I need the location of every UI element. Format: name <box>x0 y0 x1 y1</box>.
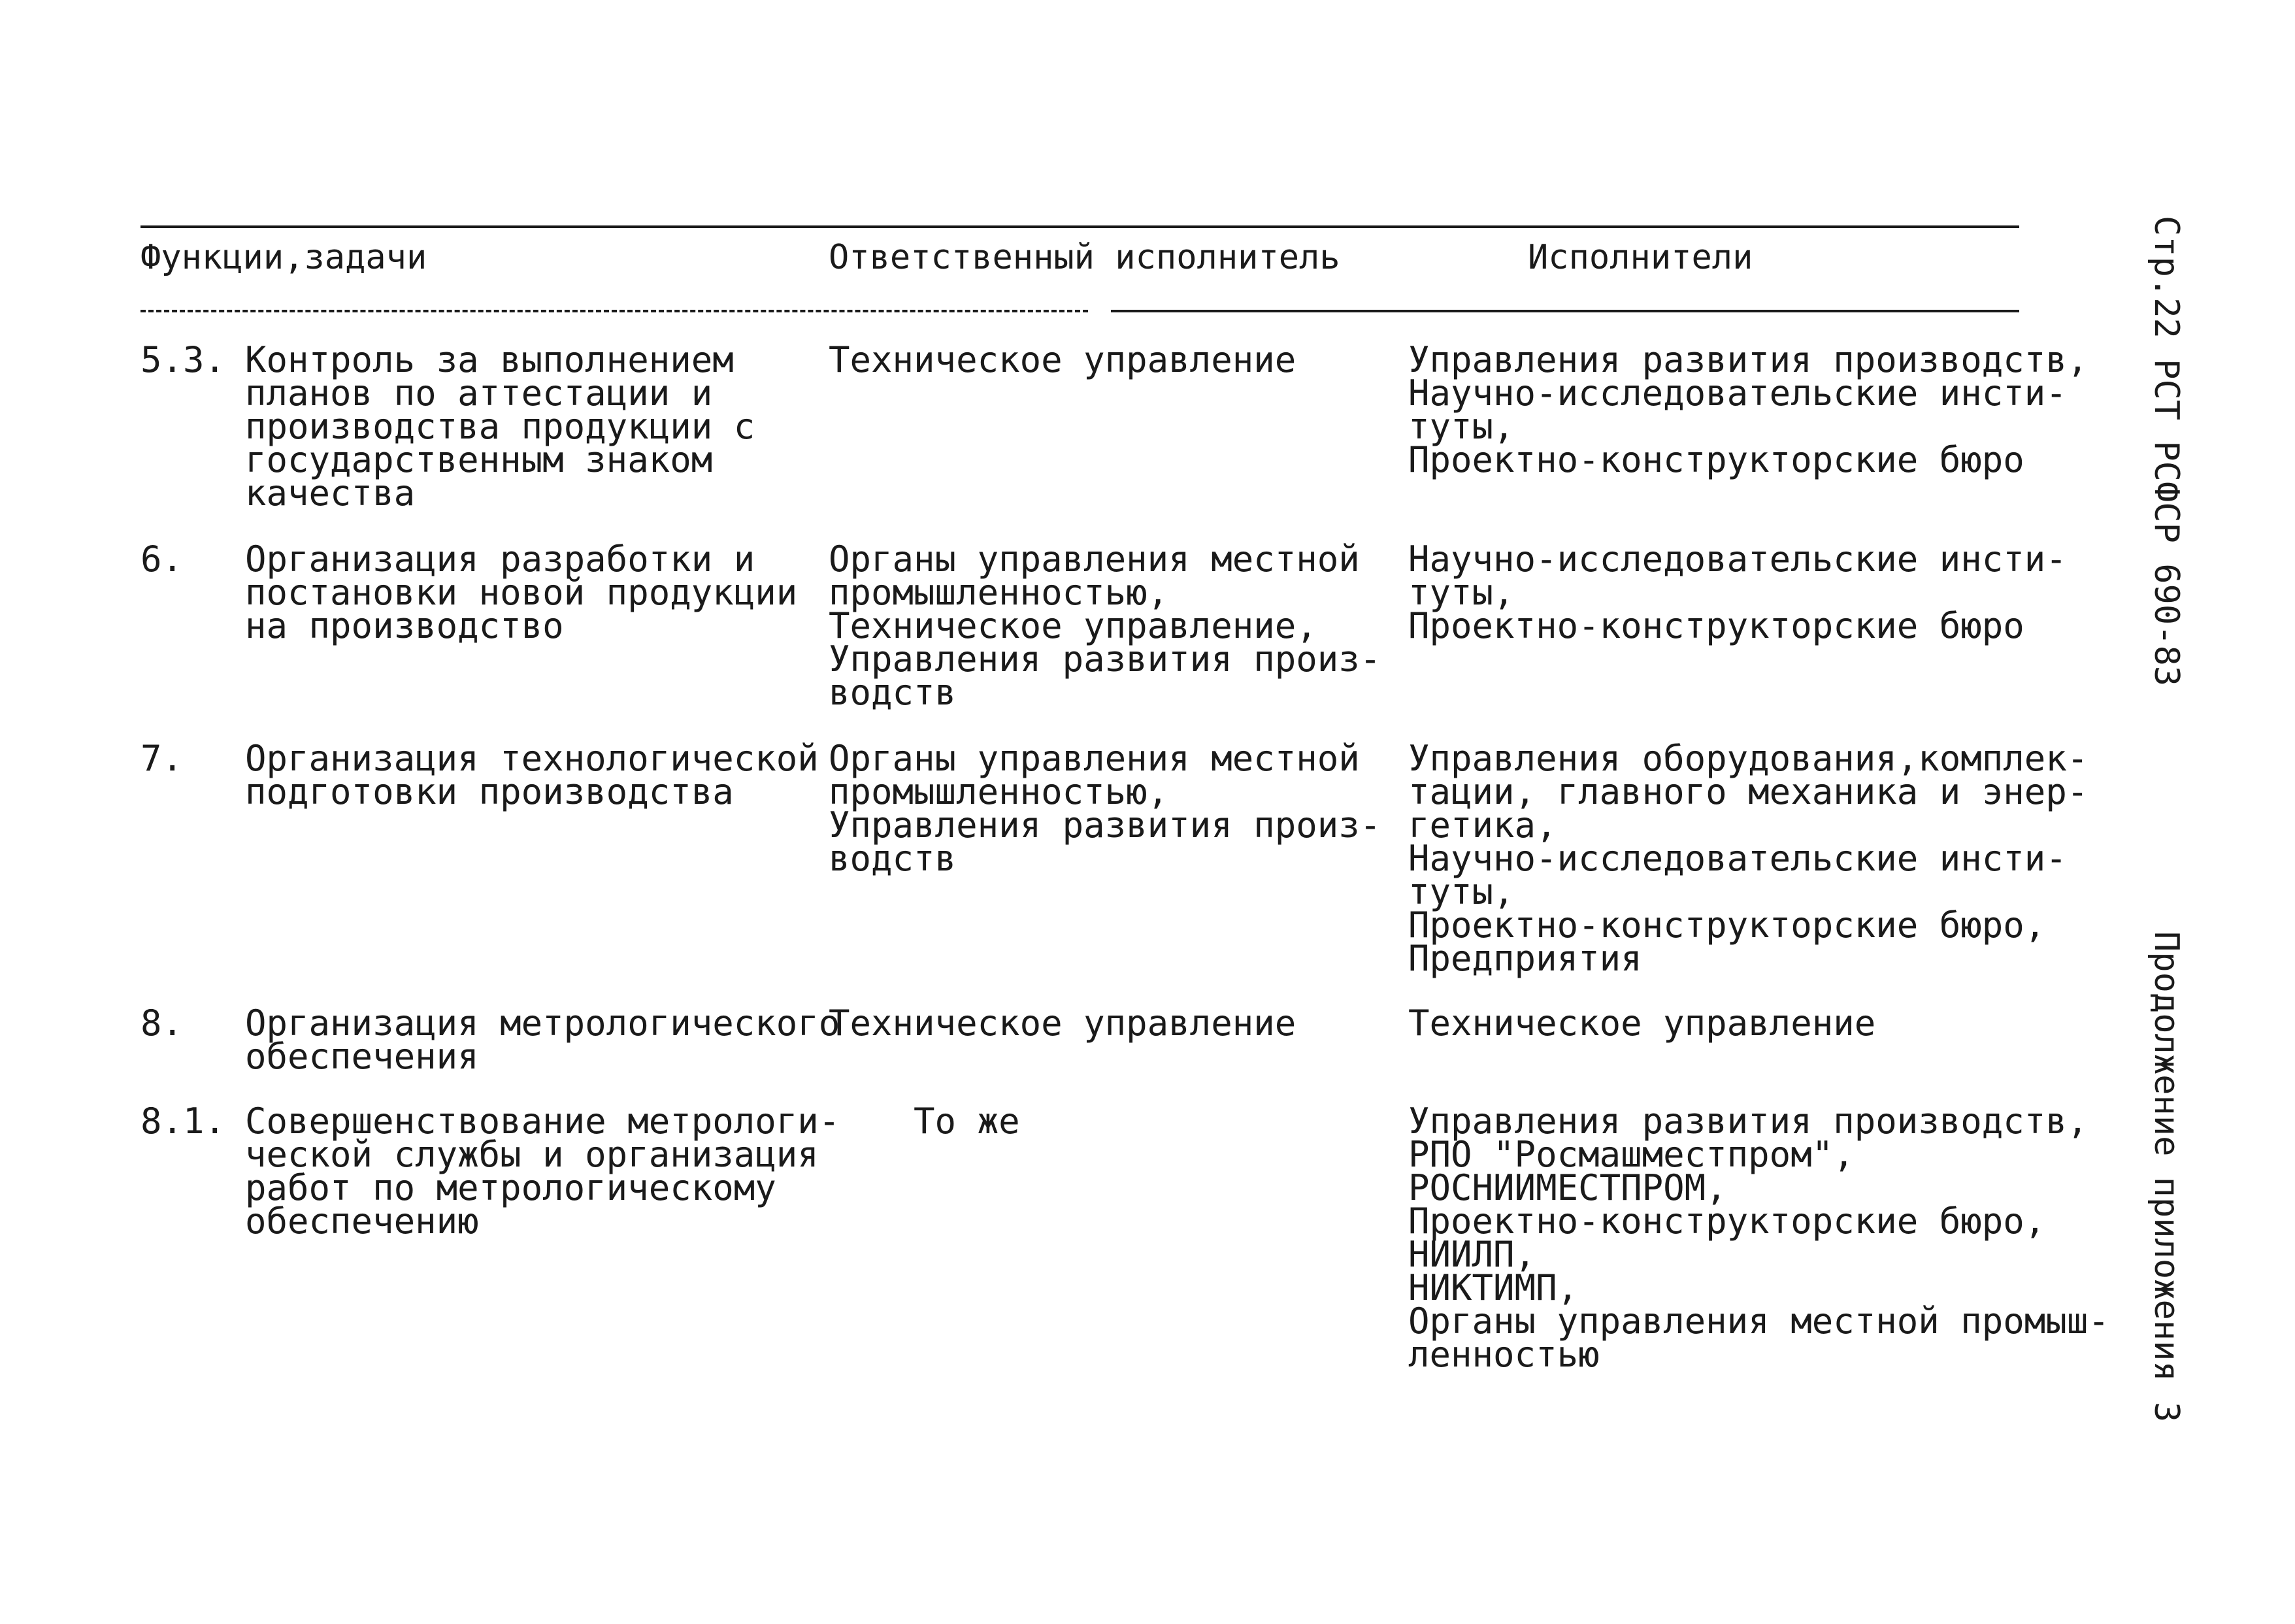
task-cell <box>140 1101 840 1242</box>
row-number: 7. <box>140 738 184 779</box>
task-line-first: 6. Организация разработки и <box>140 539 755 580</box>
row-number: 8.1. <box>140 1101 226 1142</box>
performers-cell: Управления развития производств, Научно-исследовательские инсти- туты, Проектно-конструкторские бюро <box>1408 339 2089 480</box>
appendix-continuation: Продолжение приложения 3 <box>2147 931 2186 1423</box>
header-bottom-rule-left <box>140 310 1088 312</box>
task-line: государственным знаком <box>245 439 713 480</box>
header-responsible: Ответственный исполнитель <box>829 238 1340 277</box>
task-line: обеспечению <box>245 1201 479 1242</box>
row-number: 5.3. <box>140 339 226 380</box>
header-bottom-rule-right <box>1111 310 2019 312</box>
task-line: на производство <box>245 605 564 646</box>
task-cell <box>140 539 798 646</box>
task-line: постановки новой продукции <box>245 572 798 613</box>
page-reference: Стр.22 РСТ РСФСР 690-83 <box>2147 216 2186 687</box>
performers-cell: Управления оборудования,комплек- тации, главного механика и энер- гетика, Научно-исследовательские инсти- туты, Проектно-конструкторские бюро, Предприятия <box>1408 738 2089 979</box>
header-functions: Функции,задачи <box>140 238 427 277</box>
task-cell <box>140 339 755 514</box>
task-line: качества <box>245 472 416 514</box>
table-top-rule <box>140 225 2019 228</box>
task-line: подготовки производства <box>245 771 734 812</box>
task-line-first: 8. Организация метрологического <box>140 1003 840 1044</box>
responsible-cell: Техническое управление <box>829 1003 1296 1044</box>
row-number: 6. <box>140 539 184 580</box>
task-cell <box>140 1003 840 1077</box>
task-line: производства продукции с <box>245 406 755 447</box>
task-line-first: 5.3. Контроль за выполнением <box>140 339 734 380</box>
task-line-first: 7. Организация технологической <box>140 738 819 779</box>
header-performers: Исполнители <box>1528 238 1753 277</box>
task-line: работ по метрологическому <box>245 1167 776 1208</box>
performers-cell: Научно-исследовательские инсти- туты, Проектно-конструкторские бюро <box>1408 539 2067 646</box>
responsible-cell: Органы управления местной промышленностью, Управления развития произ- водств <box>829 738 1381 879</box>
row-number: 8. <box>140 1003 184 1044</box>
responsible-cell: То же <box>829 1101 1020 1142</box>
performers-cell: Управления развития производств, РПО "Росмашместпром", РОСНИИМЕСТПРОМ, Проектно-конструкторские бюро, НИИЛП, НИКТИМП, Органы управления местной промыш- ленностью <box>1408 1101 2109 1375</box>
task-line: обеспечения <box>245 1036 479 1077</box>
task-line-first: 8.1. Совершенствование метрологи- <box>140 1101 840 1142</box>
performers-cell: Техническое управление <box>1408 1003 1876 1044</box>
task-line: ческой службы и организация <box>245 1134 819 1175</box>
task-cell <box>140 738 819 812</box>
responsible-cell: Техническое управление <box>829 339 1296 380</box>
responsible-cell: Органы управления местной промышленностью, Техническое управление, Управления развития произ- водств <box>829 539 1381 713</box>
task-line: планов по аттестации и <box>245 373 713 414</box>
